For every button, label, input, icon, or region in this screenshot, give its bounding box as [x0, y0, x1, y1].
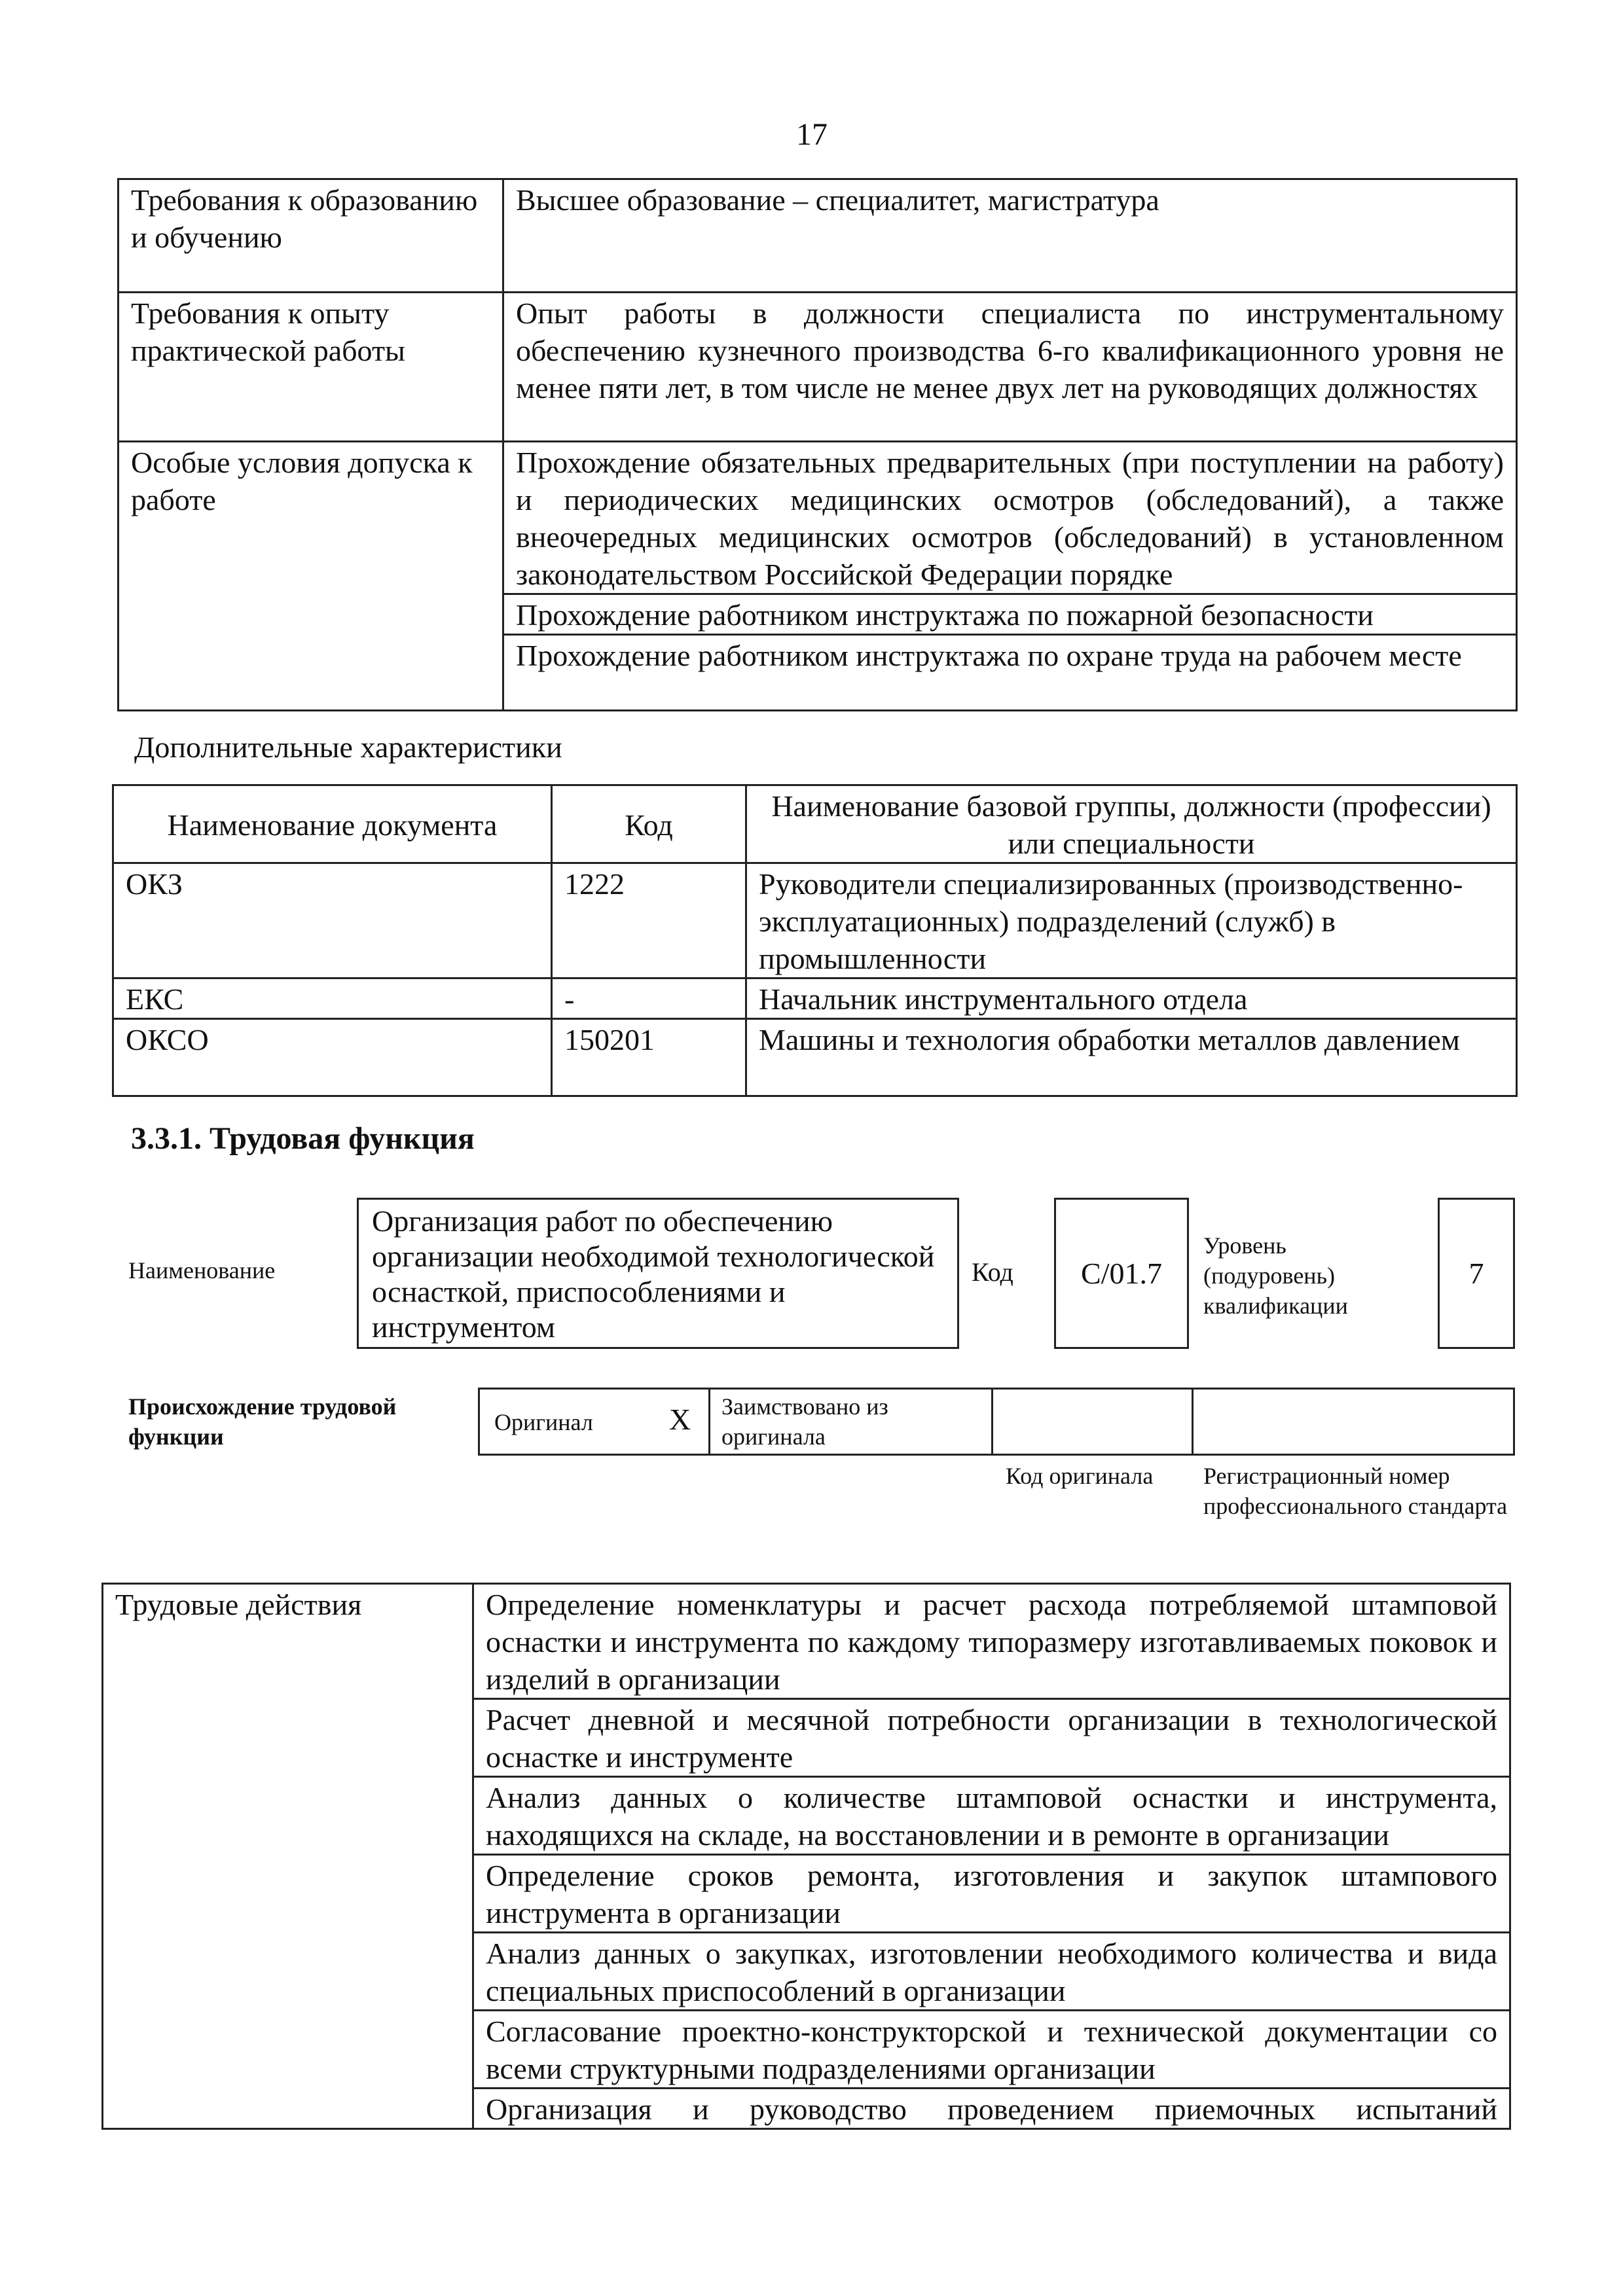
function-name-box [357, 1198, 959, 1349]
requirement-value: Прохождение работником инструктажа по пожарной безопасности [503, 594, 1517, 635]
cell-document: ОКЗ [113, 863, 552, 978]
cell-group: Руководители специализированных (производственно-эксплуатационных) подразделений (служб) в промышленности [746, 863, 1517, 978]
cell-document: ЕКС [113, 978, 552, 1019]
requirement-label: Требования к опыту практической работы [119, 293, 503, 442]
borrowed-label: Заимствовано из оригинала [721, 1393, 888, 1450]
function-name: Организация работ по обеспечению организации необходимой технологической оснасткой, приспособлениями и инструментом [372, 1204, 935, 1344]
table-row [113, 863, 1517, 978]
requirement-label: Особые условия допуска к работе [119, 442, 503, 711]
action-item: Определение номенклатуры и расчет расхода потребляемой штамповой оснастки и инструмента по каждому типоразмеру изготавливаемых поковок и изделий в организации [473, 1584, 1510, 1699]
level-value: 7 [1468, 1257, 1484, 1290]
table-row [119, 293, 1517, 442]
requirements-table [117, 178, 1518, 711]
requirement-label: Требования к образованию и обучению [119, 179, 503, 293]
header-group: Наименование базовой группы, должности (профессии) или специальности [746, 785, 1517, 863]
cell-group: Машины и технология обработки металлов давлением [746, 1019, 1517, 1096]
actions-table [101, 1583, 1511, 2130]
header-code: Код [552, 785, 746, 863]
header-document: Наименование документа [113, 785, 552, 863]
code-value: С/01.7 [1081, 1257, 1162, 1290]
level-label: Уровень (подуровень) квалификации [1203, 1232, 1348, 1319]
level-box [1438, 1198, 1515, 1349]
original-mark: X [669, 1403, 691, 1436]
action-item: Согласование проектно-конструкторской и технической документации со всеми структурными подразделениями организации [473, 2011, 1510, 2089]
cell-code: - [552, 978, 746, 1019]
table-header-row [113, 785, 1517, 863]
origin-divider [1192, 1388, 1194, 1456]
origin-divider [708, 1388, 710, 1456]
page-number: 17 [796, 117, 828, 152]
code-original-caption: Код оригинала [1006, 1463, 1154, 1489]
requirement-value: Прохождение обязательных предварительных (при поступлении на работу) и периодических медицинских осмотров (обследований), а также внеочередных медицинских осмотров (обследований) в установленном законодательством Российской Федерации порядке [503, 442, 1517, 594]
name-label: Наименование [128, 1257, 276, 1283]
origin-row [478, 1388, 1515, 1456]
requirement-value: Высшее образование – специалитет, магистратура [503, 179, 1517, 293]
section-heading: 3.3.1. Трудовая функция [131, 1121, 475, 1156]
table-row [103, 1584, 1510, 1699]
table-row [119, 442, 1517, 594]
origin-divider [991, 1388, 993, 1456]
cell-code: 150201 [552, 1019, 746, 1096]
reg-number-caption: Регистрационный номер профессионального стандарта [1203, 1463, 1508, 1519]
action-item: Анализ данных о закупках, изготовлении необходимого количества и вида специальных приспособлений в организации [473, 1933, 1510, 2011]
code-box [1054, 1198, 1189, 1349]
requirement-value: Прохождение работником инструктажа по охране труда на рабочем месте [503, 635, 1517, 711]
actions-label: Трудовые действия [103, 1584, 473, 2129]
cell-code: 1222 [552, 863, 746, 978]
cell-document: ОКСО [113, 1019, 552, 1096]
action-item: Определение сроков ремонта, изготовления и закупок штампового инструмента в организации [473, 1855, 1510, 1933]
code-label: Код [972, 1257, 1013, 1287]
cell-group: Начальник инструментального отдела [746, 978, 1517, 1019]
origin-label: Происхождение трудовой функции [128, 1393, 397, 1450]
table-row [113, 1019, 1517, 1096]
table-row [113, 978, 1517, 1019]
requirement-value: Опыт работы в должности специалиста по инструментальному обеспечению кузнечного производства 6-го квалификационного уровня не менее пяти лет, в том числе не менее двух лет на руководящих должностях [503, 293, 1517, 442]
action-item: Анализ данных о количестве штамповой оснастки и инструмента, находящихся на складе, на восстановлении и в ремонте в организации [473, 1777, 1510, 1855]
additional-title: Дополнительные характеристики [134, 730, 562, 764]
table-row [119, 179, 1517, 293]
action-item: Расчет дневной и месячной потребности организации в технологической оснастке и инструменте [473, 1699, 1510, 1777]
additional-table [112, 784, 1518, 1097]
original-label: Оригинал [494, 1409, 593, 1435]
action-item: Организация и руководство проведением приемочных испытаний [473, 2089, 1510, 2129]
